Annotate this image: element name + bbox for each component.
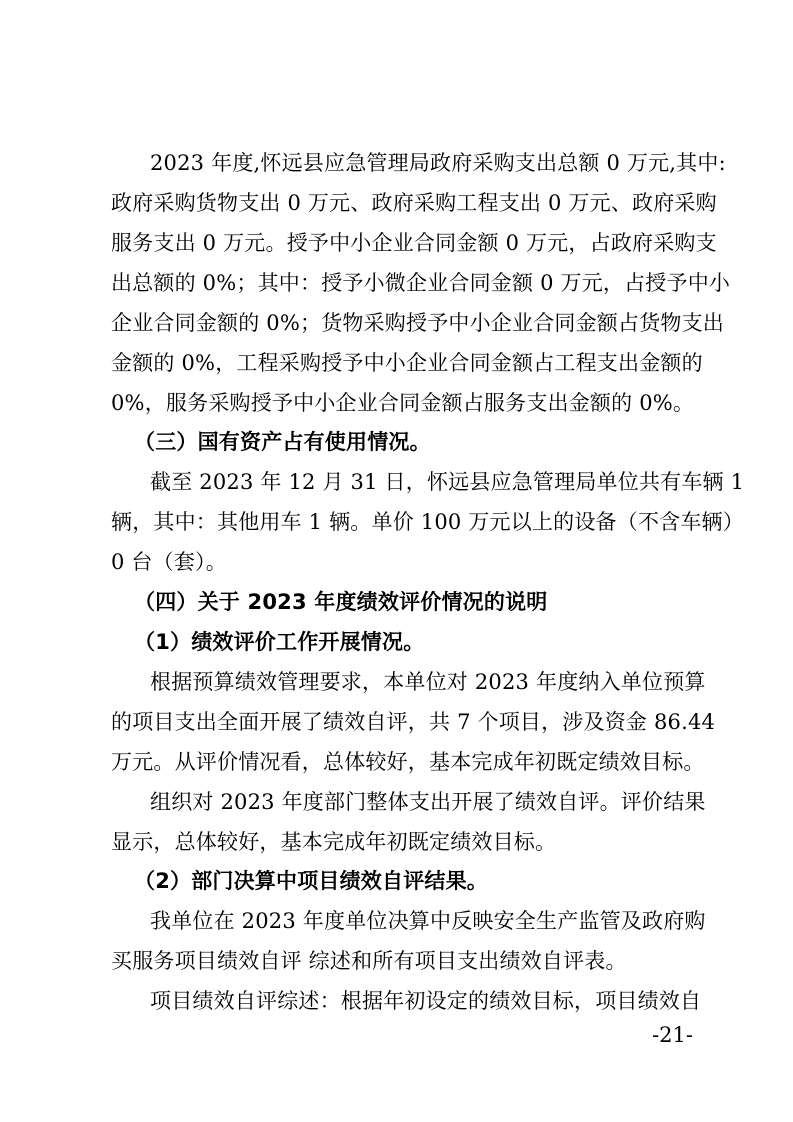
para-overall-line-1: 组织对 2023 年度部门整体支出开展了绩效自评。评价结果 (150, 790, 706, 814)
page-number: -21- (652, 1023, 693, 1047)
para-procurement-line-7: 0%，服务采购授予中小企业合同金额占服务支出金额的 0%。 (111, 391, 695, 415)
para-procurement-line-3: 服务支出 0 万元。授予中小企业合同金额 0 万元，占政府采购支 (111, 231, 717, 255)
para-procurement-line-1: 2023 年度,怀远县应急管理局政府采购支出总额 0 万元,其中: (150, 151, 726, 175)
subsection-heading-project-results: （2）部门决算中项目绩效自评结果。 (134, 869, 489, 893)
para-results-line-1: 我单位在 2023 年度单位决算中反映安全生产监管及政府购 (150, 909, 706, 933)
para-assets-line-2: 辆，其中：其他用车 1 辆。单价 100 万元以上的设备（不含车辆） (111, 510, 744, 534)
para-results-line-2: 买服务项目绩效自评 综述和所有项目支出绩效自评表。 (111, 949, 627, 973)
para-evaluation-line-1: 根据预算绩效管理要求，本单位对 2023 年度纳入单位预算 (150, 670, 706, 694)
para-procurement-line-4: 出总额的 0%；其中：授予小微企业合同金额 0 万元，占授予中小 (111, 271, 731, 295)
para-procurement-line-2: 政府采购货物支出 0 万元、政府采购工程支出 0 万元、政府采购 (111, 191, 717, 215)
para-assets-line-1: 截至 2023 年 12 月 31 日，怀远县应急管理局单位共有车辆 1 (150, 470, 745, 494)
para-assets-line-3: 0 台（套）。 (111, 550, 227, 574)
section-heading-state-assets: （三）国有资产占有使用情况。 (134, 430, 431, 454)
para-evaluation-line-2: 的项目支出全面开展了绩效自评，共 7 个项目，涉及资金 86.44 (111, 710, 716, 734)
para-overall-line-2: 显示，总体较好，基本完成年初既定绩效目标。 (111, 830, 557, 854)
para-procurement-line-5: 企业合同金额的 0%；货物采购授予中小企业合同金额占货物支出 (111, 311, 724, 335)
section-heading-performance: （四）关于 2023 年度绩效评价情况的说明 (134, 590, 548, 614)
para-summary-line-1: 项目绩效自评综述：根据年初设定的绩效目标，项目绩效自 (150, 989, 702, 1013)
subsection-heading-evaluation-work: （1）绩效评价工作开展情况。 (134, 630, 425, 654)
para-procurement-line-6: 金额的 0%，工程采购授予中小企业合同金额占工程支出金额的 (111, 351, 703, 375)
para-evaluation-line-3: 万元。从评价情况看，总体较好，基本完成年初既定绩效目标。 (111, 750, 705, 774)
